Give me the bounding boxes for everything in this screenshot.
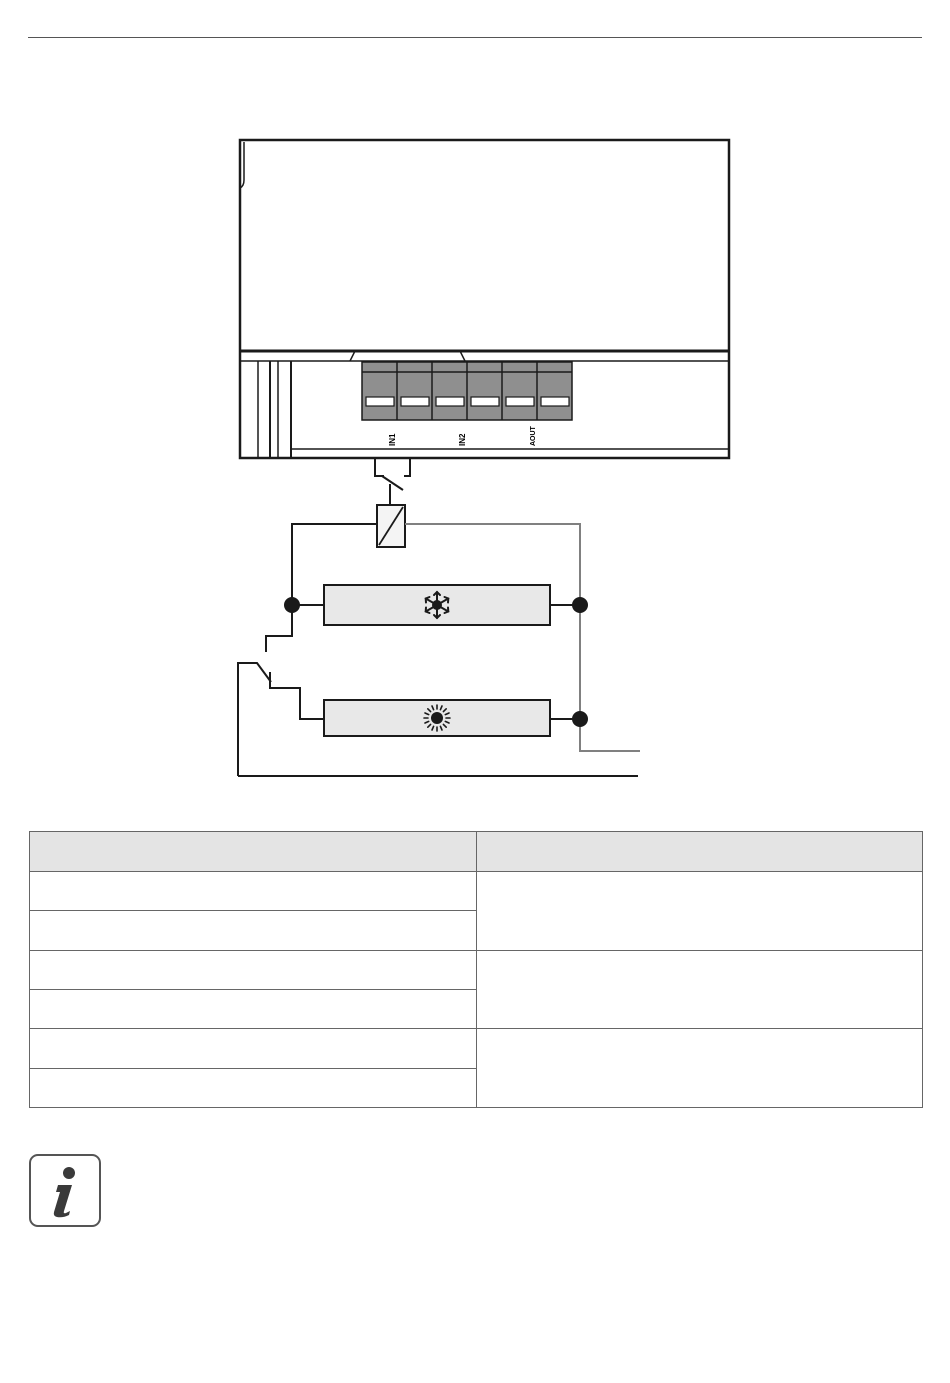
- terminal-label-in2: IN2: [458, 433, 467, 446]
- table-cell: [30, 989, 477, 1028]
- table-header-cell: [476, 832, 923, 872]
- sun-icon: [424, 705, 450, 731]
- table-cell: [30, 1029, 477, 1068]
- terminal-label-aout: AOUT: [530, 426, 537, 446]
- table-row: [30, 950, 923, 989]
- terminal-label-in1: IN1: [388, 433, 397, 446]
- supply-wiring-black: [238, 524, 638, 776]
- table-cell: [30, 872, 477, 911]
- relay-coil: [377, 505, 405, 547]
- relay-contact: [375, 458, 410, 505]
- table-row: [30, 872, 923, 911]
- table-cell: [30, 950, 477, 989]
- terminal-assignment-table: [29, 831, 923, 1108]
- table-cell: [30, 1068, 477, 1107]
- table-cell: [476, 872, 923, 951]
- table-cell: [476, 1029, 923, 1108]
- terminal-block: [362, 362, 572, 420]
- table-header-row: [30, 832, 923, 872]
- table-cell: [30, 911, 477, 950]
- table-cell: [476, 950, 923, 1029]
- table-row: [30, 1029, 923, 1068]
- table-header-cell: [30, 832, 477, 872]
- info-icon: [29, 1154, 101, 1227]
